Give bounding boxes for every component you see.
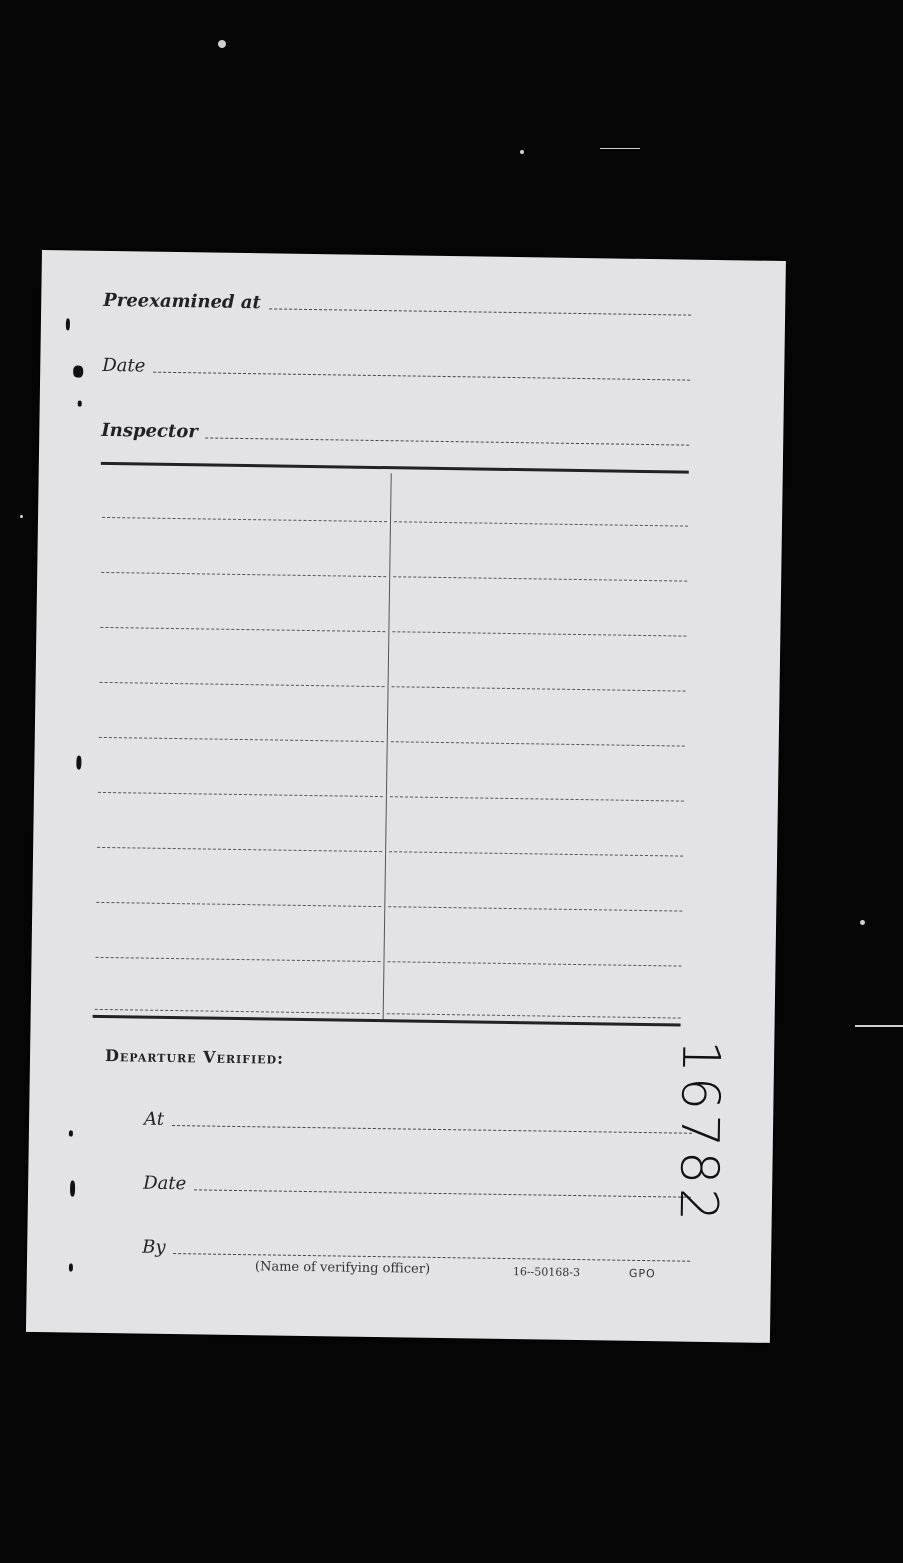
notes-grid bbox=[42, 250, 786, 261]
preexamined-row bbox=[103, 291, 691, 320]
officer-caption: (Name of verifying officer) bbox=[254, 1259, 431, 1277]
grid-line-right bbox=[387, 961, 681, 966]
margin-mark bbox=[69, 1130, 73, 1136]
grid-line-right bbox=[389, 851, 683, 856]
grid-line-left bbox=[96, 957, 381, 962]
grid-line-right bbox=[391, 741, 685, 746]
grid-line-left bbox=[102, 517, 387, 522]
handwritten-number: 16782 bbox=[667, 1039, 731, 1226]
preexamined-line bbox=[269, 308, 691, 315]
departure-verified-heading: Departure Verified: bbox=[104, 1046, 285, 1068]
inspector-row bbox=[101, 421, 689, 450]
preexamined-label: Preexamined at bbox=[103, 289, 261, 314]
margin-mark bbox=[70, 1181, 75, 1197]
printer-mark: GPO bbox=[628, 1266, 656, 1281]
date2-line bbox=[194, 1189, 691, 1197]
grid-line-right bbox=[394, 521, 688, 526]
speck bbox=[600, 148, 640, 149]
date-row bbox=[102, 356, 690, 385]
margin-mark bbox=[78, 401, 82, 407]
at-label: At bbox=[143, 1108, 165, 1130]
grid-line-right bbox=[387, 1013, 681, 1018]
at-line bbox=[172, 1125, 692, 1134]
grid-line-right bbox=[390, 796, 684, 801]
grid-line-left bbox=[96, 902, 381, 907]
grid-line-left bbox=[99, 737, 384, 742]
top-thick-rule bbox=[101, 462, 689, 474]
date-line bbox=[153, 372, 690, 381]
grid-line-left bbox=[95, 1009, 380, 1014]
by-line bbox=[174, 1253, 691, 1262]
by-label: By bbox=[142, 1236, 166, 1258]
grid-line-left bbox=[97, 847, 382, 852]
date2-label: Date bbox=[143, 1172, 187, 1195]
grid-line-right bbox=[392, 631, 686, 636]
grid-line-left bbox=[100, 627, 385, 632]
speck bbox=[520, 150, 524, 154]
margin-mark bbox=[66, 318, 70, 330]
date2-row bbox=[143, 1174, 691, 1202]
inspection-card bbox=[26, 250, 786, 1343]
grid-line-left bbox=[98, 792, 383, 797]
margin-mark bbox=[76, 756, 81, 770]
grid-line-right bbox=[393, 576, 687, 581]
speck bbox=[20, 515, 23, 518]
at-row bbox=[144, 1110, 692, 1138]
inspector-label: Inspector bbox=[101, 419, 198, 443]
speck bbox=[855, 1025, 903, 1027]
column-divider bbox=[383, 473, 392, 1021]
margin-mark bbox=[69, 1264, 73, 1272]
grid-line-right bbox=[388, 906, 682, 911]
grid-line-right bbox=[392, 686, 686, 691]
form-number: 16--50168-3 bbox=[512, 1265, 581, 1280]
date-label: Date bbox=[102, 354, 146, 377]
inspector-line bbox=[206, 437, 690, 445]
grid-line-left bbox=[101, 572, 386, 577]
speck bbox=[860, 920, 865, 925]
grid-line-left bbox=[100, 682, 385, 687]
speck bbox=[218, 40, 226, 48]
margin-mark bbox=[73, 365, 83, 377]
